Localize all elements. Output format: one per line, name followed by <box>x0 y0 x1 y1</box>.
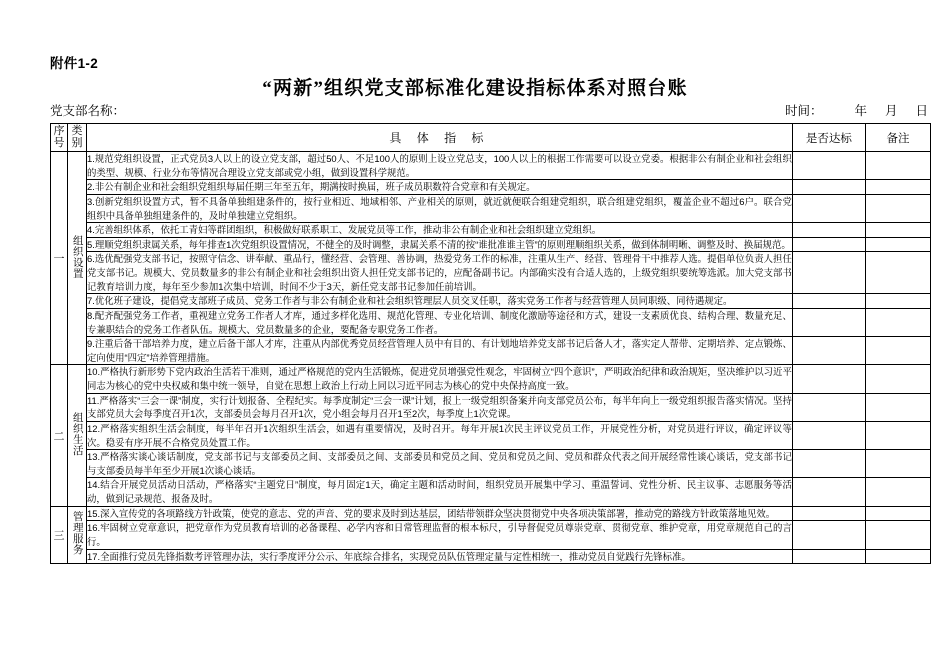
group-index-cell: 一 <box>51 152 68 365</box>
branch-name-label: 党支部名称： <box>50 104 126 118</box>
indicator-text-cell: 13.严格落实谈心谈话制度，党支部书记与支部委员之间、支部委员之间、支部委员和党员之间、党员和党员之间、党员和群众代表之间开展经常性谈心谈话，党支部书记与支部委员每半年至少开展1次谈心谈话。 <box>87 450 793 478</box>
column-header-meets-standard: 是否达标 <box>792 124 865 152</box>
remarks-cell[interactable] <box>865 223 930 238</box>
remarks-cell[interactable] <box>865 294 930 309</box>
meets-standard-cell[interactable] <box>792 337 865 365</box>
group-category-cell <box>68 365 87 506</box>
meets-standard-cell[interactable] <box>792 506 865 521</box>
time-year-unit: 年 <box>854 104 867 118</box>
indicator-text-cell: 7.优化班子建设，提倡党支部班子成员、党务工作者与非公有制企业和社会组织管理层人员交叉任职，落实党务工作者与经营管理人员同职级、同待遇规定。 <box>87 294 793 309</box>
indicator-text-cell: 17.全面推行党员先锋指数考评管理办法，实行季度评分公示、年底综合排名，实现党员队伍管理定量与定性相统一，推动党员自觉践行先锋标准。 <box>87 549 793 564</box>
table-row <box>51 180 931 195</box>
column-header-remarks: 备注 <box>865 124 930 152</box>
table-row <box>51 308 931 336</box>
time-month-unit: 月 <box>884 104 898 118</box>
group-category-cell <box>68 152 87 365</box>
remarks-cell[interactable] <box>865 393 930 421</box>
subheader-row <box>50 101 928 119</box>
group-category-label: 组织生活 <box>71 411 84 456</box>
indicator-text-cell: 2.非公有制企业和社会组织党组织每届任期三年至五年，期满按时换届，班子成员职数符合党章和有关规定。 <box>87 180 793 195</box>
column-header-category <box>68 124 87 152</box>
meets-standard-cell[interactable] <box>792 152 865 180</box>
meets-standard-cell[interactable] <box>792 252 865 294</box>
time-day-unit: 日 <box>915 104 928 118</box>
group-index-cell: 二 <box>51 365 68 506</box>
remarks-cell[interactable] <box>865 308 930 336</box>
meets-standard-cell[interactable] <box>792 223 865 238</box>
remarks-cell[interactable] <box>865 180 930 195</box>
table-row <box>51 152 931 180</box>
indicator-text-cell: 12.严格落实组织生活会制度，每半年召开1次组织生活会，如遇有重要情况，及时召开。每年开展1次民主评议党员工作，开展党性分析，对党员进行评议，确定评议等次。稳妥有序开展不合格党员处置工作。 <box>87 421 793 449</box>
meets-standard-cell[interactable] <box>792 393 865 421</box>
column-header-category-line2: 别 <box>71 136 83 149</box>
column-header-category-line1: 类 <box>71 124 83 137</box>
table-row <box>51 365 931 393</box>
remarks-cell[interactable] <box>865 194 930 222</box>
remarks-cell[interactable] <box>865 421 930 449</box>
table-header-row <box>51 124 931 152</box>
table-row <box>51 194 931 222</box>
remarks-cell[interactable] <box>865 365 930 393</box>
meets-standard-cell[interactable] <box>792 180 865 195</box>
page-title: “两新”组织党支部标准化建设指标体系对照台账 <box>262 78 688 99</box>
group-category-label: 组织设置 <box>71 234 84 279</box>
meets-standard-cell[interactable] <box>792 549 865 564</box>
remarks-cell[interactable] <box>865 450 930 478</box>
meets-standard-cell[interactable] <box>792 365 865 393</box>
remarks-cell[interactable] <box>865 237 930 252</box>
time-field <box>785 101 928 119</box>
remarks-cell[interactable] <box>865 521 930 549</box>
remarks-cell[interactable] <box>865 506 930 521</box>
remarks-cell[interactable] <box>865 252 930 294</box>
indicator-text-cell: 1.规范党组织设置，正式党员3人以上的设立党支部，超过50人、不足100人的原则上设立党总支，100人以上的根据工作需要可以设立党委。根据非公有制企业和社会组织的类型、规模、行业分布等情况合理设立党支部或党小组，做到设置科学规范。 <box>87 152 793 180</box>
meets-standard-cell[interactable] <box>792 478 865 506</box>
group-category-cell <box>68 506 87 564</box>
indicator-text-cell: 5.理顺党组织隶属关系，每年排查1次党组织设置情况，不健全的及时调整，隶属关系不清的按“谁批准谁主管”的原则理顺组织关系，做到体制明晰、调整及时、换届规范。 <box>87 237 793 252</box>
meets-standard-cell[interactable] <box>792 237 865 252</box>
remarks-cell[interactable] <box>865 152 930 180</box>
indicator-text-cell: 3.创新党组织设置方式，暂不具备单独组建条件的，按行业相近、地域相邻、产业相关的原则，就近就便联合组建党组织，联合组建党组织，覆盖企业不超过6户。联合党组织中具备单独组建条件的，及时单独建立党组织。 <box>87 194 793 222</box>
column-header-seq <box>51 124 68 152</box>
indicator-text-cell: 6.选优配强党支部书记，按照守信念、讲奉献、重品行，懂经营、会管理、善协调，热爱党务工作的标准，注重从生产、经营、管理骨干中推荐人选。提倡单位负责人担任党支部书记。规模大、党员数量多的非公有制企业和社会组织出资人担任党支部书记的，应配备副书记。内部确实没有合适人选的，上级党组织要统筹选派。加大党支部书记教育培训力度，每年至少参加1次集中培训，时间不少于3天，新任党支部书记参加任前培训。 <box>87 252 793 294</box>
meets-standard-cell[interactable] <box>792 521 865 549</box>
indicator-text-cell: 8.配齐配强党务工作者，重视建立党务工作者人才库，通过多样化选用、规范化管理、专业化培训、制度化激励等途径和方式，建设一支素质优良、结构合理、数量充足、专兼职结合的党务工作者队伍。规模大、党员数量多的企业，要配备专职党务工作者。 <box>87 308 793 336</box>
indicator-text-cell: 4.完善组织体系，依托工青妇等群团组织，积极做好联系职工、发展党员等工作，推动非公有制企业和社会组织建立党组织。 <box>87 223 793 238</box>
table-row <box>51 450 931 478</box>
column-header-indicator: 具 体 指 标 <box>87 124 793 152</box>
table-row <box>51 421 931 449</box>
indicator-text-cell: 9.注重后备干部培养力度，建立后备干部人才库，注重从内部优秀党员经营管理人员中有目的、有计划地培养党支部书记后备人才，落实定人帮带、定期培养、定点锻炼、定向使用“四定”培养管理措施。 <box>87 337 793 365</box>
remarks-cell[interactable] <box>865 549 930 564</box>
table-row <box>51 506 931 521</box>
ledger-table <box>50 123 931 564</box>
table-row <box>51 223 931 238</box>
meets-standard-cell[interactable] <box>792 421 865 449</box>
indicator-text-cell: 14.结合开展党员活动日活动，严格落实“主题党日”制度，每月固定1天，确定主题和活动时间，组织党员开展集中学习、重温誓词、党性分析、民主议事、志愿服务等活动，做到记录规范、报备及时。 <box>87 478 793 506</box>
table-row <box>51 549 931 564</box>
table-row <box>51 237 931 252</box>
table-body <box>51 152 931 564</box>
indicator-text-cell: 15.深入宣传党的各项路线方针政策，使党的意志、党的声音、党的要求及时到达基层，团结带领群众坚决贯彻党中央各项决策部署，推动党的路线方针政策落地见效。 <box>87 506 793 521</box>
indicator-text-cell: 10.严格执行新形势下党内政治生活若干准则，通过严格规范的党内生活锻炼，促进党员增强党性观念，牢固树立“四个意识”，严明政治纪律和政治规矩，坚决维护以习近平同志为核心的党中央权威和集中统一领导，自觉在思想上政治上行动上同以习近平同志为核心的党中央保持高度一致。 <box>87 365 793 393</box>
remarks-cell[interactable] <box>865 337 930 365</box>
indicator-text-cell: 16.牢固树立党章意识，把党章作为党员教育培训的必备课程、必学内容和日常管理监督的根本标尺，引导督促党员尊崇党章、贯彻党章、维护党章，用党章规范自己的言行。 <box>87 521 793 549</box>
meets-standard-cell[interactable] <box>792 450 865 478</box>
indicator-text-cell: 11.严格落实“三会一课”制度，实行计划报备、全程纪实。每季度制定“三会一课”计划，报上一级党组织备案并向支部党员公布，每半年向上一级党组织报告落实情况。坚持支部党员大会每季度召开1次，支部委员会每月召开1次，党小组会每月召开1至2次，每季度上1次党课。 <box>87 393 793 421</box>
table-row <box>51 478 931 506</box>
table-row <box>51 521 931 549</box>
attachment-number: 附件1-2 <box>50 56 99 71</box>
group-category-label: 管理服务 <box>71 511 84 556</box>
group-index-cell: 三 <box>51 506 68 564</box>
remarks-cell[interactable] <box>865 478 930 506</box>
meets-standard-cell[interactable] <box>792 194 865 222</box>
table-row <box>51 393 931 421</box>
column-header-seq-line2: 号 <box>53 136 65 149</box>
meets-standard-cell[interactable] <box>792 308 865 336</box>
table-row <box>51 337 931 365</box>
table-row <box>51 294 931 309</box>
column-header-seq-line1: 序 <box>53 124 65 137</box>
meets-standard-cell[interactable] <box>792 294 865 309</box>
table-row <box>51 252 931 294</box>
time-label: 时间： <box>784 104 823 118</box>
